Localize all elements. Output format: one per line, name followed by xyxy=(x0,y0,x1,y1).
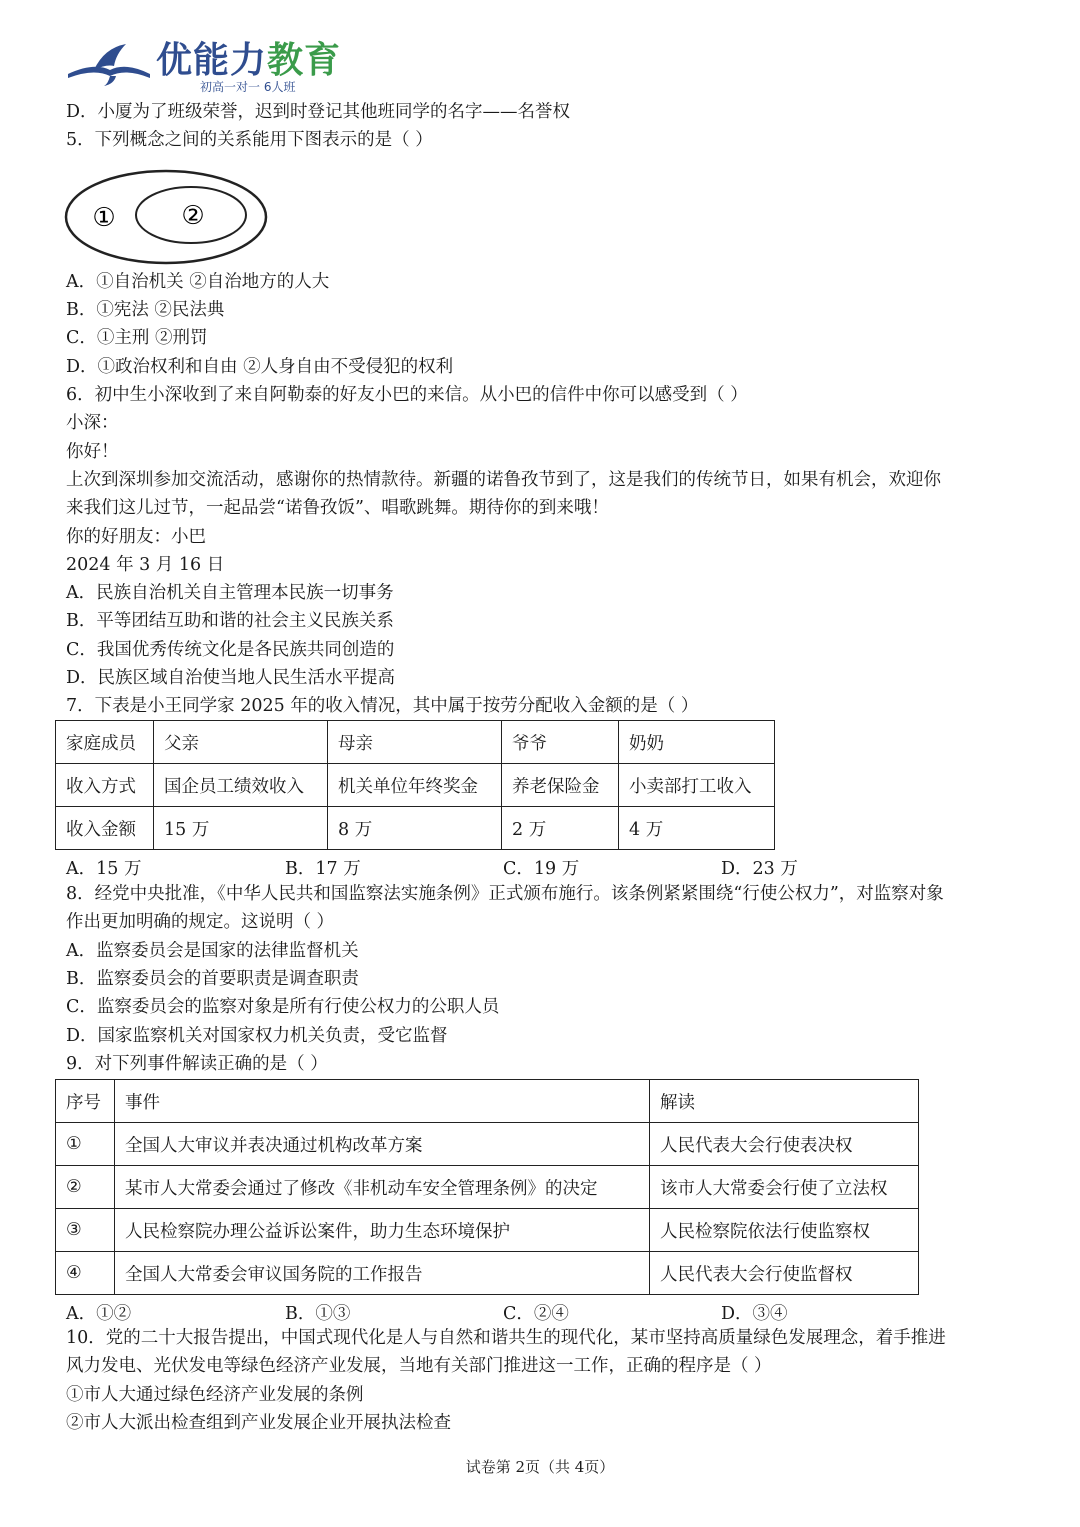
letter-greeting: 你好！ xyxy=(66,442,119,462)
letter-date: 2024 年 3 月 16 日 xyxy=(66,555,225,575)
letter-body-line-2: 来我们这儿过节，一起品尝“诺鲁孜饭”、唱歌跳舞。期待你的到来哦！ xyxy=(66,498,609,518)
table-cell: 收入方式 xyxy=(56,764,154,807)
table-cell: 人民检察院依法行使监察权 xyxy=(650,1209,919,1252)
table-row xyxy=(56,1166,919,1209)
q8-option-a: A．监察委员会是国家的法律监督机关 xyxy=(66,941,359,961)
q5-option-b: B．①宪法 ②民法典 xyxy=(66,300,225,320)
q8-option-d: D．国家监察机关对国家权力机关负责，受它监督 xyxy=(66,1026,448,1046)
outer-label: ① xyxy=(92,203,116,233)
q9-option-d: D．③④ xyxy=(721,1304,788,1324)
q9-option-b: B．①③ xyxy=(285,1304,351,1324)
table-cell: 该市人大常委会行使了立法权 xyxy=(650,1166,919,1209)
table-cell: 人民检察院办理公益诉讼案件，助力生态环境保护 xyxy=(115,1209,650,1252)
q7-stem: 7．下表是小王同学家 2025 年的收入情况，其中属于按劳分配收入金额的是（ ） xyxy=(66,696,699,716)
q5-stem: 5．下列概念之间的关系能用下图表示的是（ ） xyxy=(66,130,433,150)
q8-option-b: B．监察委员会的首要职责是调查职责 xyxy=(66,969,359,989)
q10-stem-line-1: 10．党的二十大报告提出，中国式现代化是人与自然和谐共生的现代化，某市坚持高质量绿色发展理念，着手推进 xyxy=(66,1328,946,1348)
brand-title-accent: 教育 xyxy=(267,40,342,81)
table-row xyxy=(56,1252,919,1295)
table-cell: 养老保险金 xyxy=(502,764,619,807)
q7-option-b: B．17 万 xyxy=(285,859,361,879)
q6-option-c: C．我国优秀传统文化是各民族共同创造的 xyxy=(66,640,395,660)
table-row xyxy=(56,807,775,850)
table-row xyxy=(56,1123,919,1166)
income-table xyxy=(55,720,775,850)
q9-option-a: A．①② xyxy=(66,1304,132,1324)
table-cell: 解读 xyxy=(650,1080,919,1123)
table-cell: 15 万 xyxy=(154,807,328,850)
q6-option-a: A．民族自治机关自主管理本民族一切事务 xyxy=(66,583,394,603)
table-row xyxy=(56,764,775,807)
letter-signature: 你的好朋友：小巴 xyxy=(66,527,206,547)
letter-salutation: 小深： xyxy=(66,413,119,433)
table-cell: 2 万 xyxy=(502,807,619,850)
table-cell: 序号 xyxy=(56,1080,115,1123)
table-cell: 8 万 xyxy=(328,807,502,850)
q5-option-a: A．①自治机关 ②自治地方的人大 xyxy=(66,272,330,292)
q8-stem-line-1: 8．经党中央批准，《中华人民共和国监察法实施条例》正式颁布施行。该条例紧紧围绕“行使公权力”，对监察对象 xyxy=(66,884,944,904)
q6-stem: 6．初中生小深收到了来自阿勒泰的好友小巴的来信。从小巴的信件中你可以感受到（ ） xyxy=(66,385,748,405)
table-cell: ① xyxy=(56,1123,115,1166)
table-cell: 奶奶 xyxy=(619,721,775,764)
table-row xyxy=(56,1080,919,1123)
table-cell: 事件 xyxy=(115,1080,650,1123)
q8-option-c: C．监察委员会的监察对象是所有行使公权力的公职人员 xyxy=(66,997,500,1017)
table-cell: ④ xyxy=(56,1252,115,1295)
q10-item-1: ①市人大通过绿色经济产业发展的条例 xyxy=(66,1385,364,1405)
q5-option-d: D．①政治权利和自由 ②人身自由不受侵犯的权利 xyxy=(66,357,454,377)
table-cell: 家庭成员 xyxy=(56,721,154,764)
q10-stem-line-2: 风力发电、光伏发电等绿色经济产业发展，当地有关部门推进这一工作，正确的程序是（ ） xyxy=(66,1356,772,1376)
book-bird-logo-icon xyxy=(64,40,154,88)
brand-title-main: 优能力 xyxy=(156,40,268,81)
brand-title xyxy=(156,32,341,83)
q5-option-c: C．①主刑 ②刑罚 xyxy=(66,328,208,348)
q4-option-d: D．小厦为了班级荣誉，迟到时登记其他班同学的名字——名誉权 xyxy=(66,102,571,122)
table-cell: ③ xyxy=(56,1209,115,1252)
q6-option-b: B．平等团结互助和谐的社会主义民族关系 xyxy=(66,611,394,631)
table-cell: ② xyxy=(56,1166,115,1209)
q8-stem-line-2: 作出更加明确的规定。这说明（ ） xyxy=(66,912,335,932)
page-footer: 试卷第 2页（共 4页） xyxy=(465,1458,615,1476)
q9-option-c: C．②④ xyxy=(503,1304,569,1324)
q7-option-a: A．15 万 xyxy=(66,859,142,879)
inner-label: ② xyxy=(181,201,205,231)
table-cell: 全国人大常委会审议国务院的工作报告 xyxy=(115,1252,650,1295)
table-cell: 机关单位年终奖金 xyxy=(328,764,502,807)
brand-subtitle: 初高一对一 6人班 xyxy=(200,80,296,94)
table-cell: 人民代表大会行使表决权 xyxy=(650,1123,919,1166)
q9-stem: 9．对下列事件解读正确的是（ ） xyxy=(66,1054,328,1074)
venn-diagram xyxy=(62,166,272,268)
table-cell: 母亲 xyxy=(328,721,502,764)
q7-option-c: C．19 万 xyxy=(503,859,580,879)
table-cell: 某市人大常委会通过了修改《非机动车安全管理条例》的决定 xyxy=(115,1166,650,1209)
table-cell: 收入金额 xyxy=(56,807,154,850)
table-cell: 爷爷 xyxy=(502,721,619,764)
events-table xyxy=(55,1079,919,1295)
q10-item-2: ②市人大派出检查组到产业发展企业开展执法检查 xyxy=(66,1413,451,1433)
table-cell: 全国人大审议并表决通过机构改革方案 xyxy=(115,1123,650,1166)
q6-option-d: D．民族区域自治使当地人民生活水平提高 xyxy=(66,668,396,688)
table-cell: 4 万 xyxy=(619,807,775,850)
table-cell: 父亲 xyxy=(154,721,328,764)
brand-logo xyxy=(64,30,364,96)
table-row xyxy=(56,721,775,764)
q7-option-d: D．23 万 xyxy=(721,859,798,879)
table-row xyxy=(56,1209,919,1252)
letter-body-line-1: 上次到深圳参加交流活动，感谢你的热情款待。新疆的诺鲁孜节到了，这是我们的传统节日，如果有机会，欢迎你 xyxy=(66,470,941,490)
table-cell: 人民代表大会行使监督权 xyxy=(650,1252,919,1295)
table-cell: 国企员工绩效收入 xyxy=(154,764,328,807)
table-cell: 小卖部打工收入 xyxy=(619,764,775,807)
